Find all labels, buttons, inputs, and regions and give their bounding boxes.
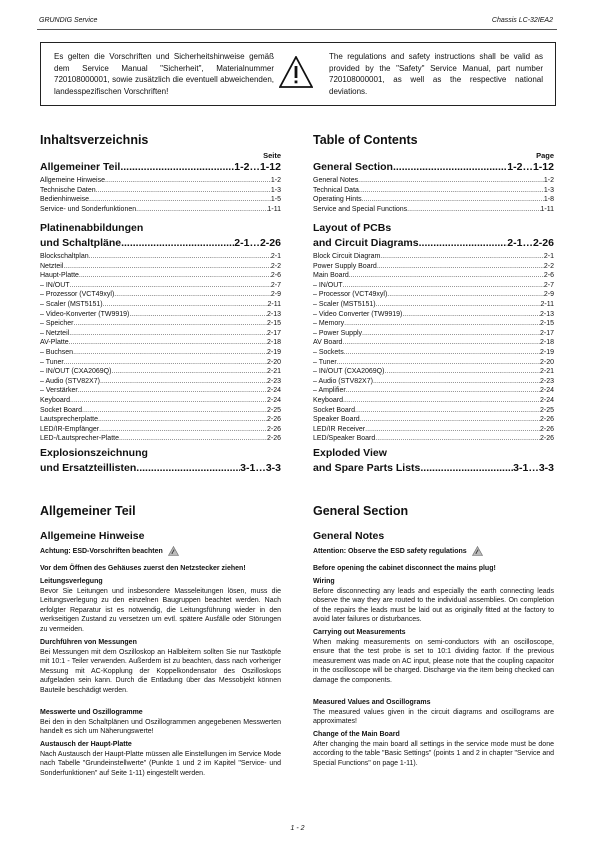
toc-section-2: und Schaltpläne ..... 2-1…2-26 — [40, 237, 281, 249]
toc-entry: – Scaler (MST5151) ..... 2-11 — [313, 300, 554, 309]
toc-entry: – Sockets ..... 2-19 — [313, 348, 554, 357]
mains-warning: Vor dem Öffnen des Gehäuses zuerst den Netzstecker ziehen! — [40, 565, 246, 572]
toc-title: Inhaltsverzeichnis — [40, 133, 149, 147]
header-right: Chassis LC-32IEA2 — [491, 17, 553, 24]
toc-entry: LED-/Lautsprecher-Platte ..... 2-26 — [40, 434, 281, 443]
toc-section-3-line1: Explosionszeichnung — [40, 447, 148, 459]
toc-entry: Technische Daten ..... 1-3 — [40, 186, 281, 195]
header-rule — [37, 29, 557, 30]
toc-entry: – Amplifier ..... 2-24 — [313, 386, 554, 395]
page-column-label: Page — [536, 151, 554, 160]
toc-entry: – Tuner ..... 2-20 — [313, 358, 554, 367]
toc-entry: – Video-Konverter (TW9919) ..... 2-13 — [40, 310, 281, 319]
toc-entry: Power Supply Board ..... 2-2 — [313, 262, 554, 271]
toc-entry: – Power Supply ..... 2-17 — [313, 329, 554, 338]
toc-entry: – Audio (STV82X7) ..... 2-23 — [40, 377, 281, 386]
toc-section-2-line1: Layout of PCBs — [313, 222, 392, 234]
toc-entry: – Verstärker ..... 2-24 — [40, 386, 281, 395]
toc-entry: Speaker Board ..... 2-26 — [313, 415, 554, 424]
paragraph-wiring: Wiring Before disconnecting any leads and especially the earth connecting leads observe the way they are routed to the individual assemblies. On completion of the repairs the leads must be laid out as originally fitted at the factory to avoid later failures or disturbances. — [313, 578, 554, 624]
toc-entry: – Netzteil ..... 2-17 — [40, 329, 281, 338]
notice-english: The regulations and safety instructions shall be valid as provided by the "Safety" Service Manual, part number 720108000001, as well as the respective national deviations. — [329, 52, 543, 96]
toc-section-3: und Ersatzteillisten ..... 3-1…3-3 — [40, 462, 281, 474]
toc-entry: LED/IR Receiver ..... 2-26 — [313, 425, 554, 434]
toc-entry: – Speicher ..... 2-15 — [40, 319, 281, 328]
toc-section-1: General Section ..... 1-2…1-12 — [313, 161, 554, 173]
subsection-title: Allgemeine Hinweise — [40, 530, 145, 542]
toc-entry: Lautsprecherplatte ..... 2-26 — [40, 415, 281, 424]
warning-triangle-icon — [279, 56, 313, 88]
notice-german: Es gelten die Vorschriften und Sicherheitshinweise gemäß dem Service Manual "Sicherheit", Materialnummer 720108000001, sowie zusätzlich die eventuell abweichenden, landesspezifischen Vorschriften! — [54, 52, 274, 96]
toc-section-1: Allgemeiner Teil ..... 1-2…1-12 — [40, 161, 281, 173]
toc-entry: Block Circuit Diagram ..... 2-1 — [313, 252, 554, 261]
toc-entry: AV-Platte ..... 2-18 — [40, 338, 281, 347]
toc-section-2: and Circuit Diagrams ..... 2-1…2-26 — [313, 237, 554, 249]
toc-entry: – Processor (VCT49xyl) ..... 2-9 — [313, 290, 554, 299]
toc-entry: – IN/OUT ..... 2-7 — [40, 281, 281, 290]
paragraph-measurements: Carrying out Measurements When making measurements on semi-conductors with an oscilloscope, ensure that the test probe is set to 10:1 dividing factor. If the previous measurement was made on AC input, please note that the coupling capacitor in the oscilloscope will be charged. Discharge via the item being checked can damage the components. — [313, 629, 554, 684]
toc-entry: – Video Converter (TW9919) ..... 2-13 — [313, 310, 554, 319]
section-title: Allgemeiner Teil — [40, 504, 136, 518]
toc-entry: Service and Special Functions ..... 1-11 — [313, 205, 554, 214]
paragraph-measured-values: Messwerte und Oszillogramme Bei den in den Schaltplänen und Oszillogrammen angegebenen Messwerten handelt es sich um Näherungswerte! — [40, 709, 281, 736]
toc-entry: LED/Speaker Board ..... 2-26 — [313, 434, 554, 443]
paragraph-wiring: Leitungsverlegung Bevor Sie Leitungen und insbesondere Masseleitungen lösen, muss die Leitungsverlegung zu den einzelnen Baugruppen beachtet werden. Nach erfolgter Reparatur ist es notwendig, die Leitungsführung wieder in den werkseitigen Zustand zu versetzen um evtl. spätere Ausfälle oder Störungen zu vermeiden. — [40, 578, 281, 633]
toc-section-2-line1: Platinenabbildungen — [40, 222, 144, 234]
toc-entry: Haupt-Platte ..... 2-6 — [40, 271, 281, 280]
toc-entry: Allgemeine Hinweise ..... 1-2 — [40, 176, 281, 185]
paragraph-main-board: Austausch der Haupt-Platte Nach Austausch der Haupt-Platte müssen alle Einstellungen im Service Mode nach Tabelle "Grundeinstellwerte" (Punkte 1 und 2 im Kapitel "Service- und Sonderfunktionen" auf Seite 1-11) eingestellt werden. — [40, 741, 281, 777]
paragraph-measured-values: Measured Values and Oscillograms The measured values given in the circuit diagrams and oscillograms are approximates! — [313, 699, 554, 726]
toc-entry: LED/IR-Empfänger ..... 2-26 — [40, 425, 281, 434]
paragraph-measurements: Durchführen von Messungen Bei Messungen mit dem Oszilloskop an Halbleitern sollten Sie nur Tastköpfe mit 10:1 - Teiler verwenden. Außerdem ist zu beachten, dass nach vorheriger Messung mit AC-Kopplung der Koppelkondensator des Oszilloskops aufgeladen sein kann. Durch die Entladung über das Messobjekt können Bauteile beschädigt werden. — [40, 639, 281, 694]
toc-entry: Blockschaltplan ..... 2-1 — [40, 252, 281, 261]
toc-entry: Service- und Sonderfunktionen ..... 1-11 — [40, 205, 281, 214]
header-left: GRUNDIG Service — [39, 17, 98, 24]
toc-entry: Technical Data ..... 1-3 — [313, 186, 554, 195]
toc-entry: – Prozessor (VCT49xyl) ..... 2-9 — [40, 290, 281, 299]
section-title: General Section — [313, 504, 409, 518]
toc-entry: – IN/OUT (CXA2069Q) ..... 2-21 — [40, 367, 281, 376]
toc-entry: Operating Hints ..... 1-8 — [313, 195, 554, 204]
toc-german — [40, 133, 281, 473]
toc-entry: – Tuner ..... 2-20 — [40, 358, 281, 367]
toc-entry: Keyboard ..... 2-24 — [40, 396, 281, 405]
toc-entry: Bedienhinweise ..... 1-5 — [40, 195, 281, 204]
esd-icon — [472, 546, 483, 556]
toc-entry: General Notes ..... 1-2 — [313, 176, 554, 185]
page-column-label: Seite — [263, 151, 281, 160]
subsection-title: General Notes — [313, 530, 385, 542]
toc-entry: – IN/OUT (CXA2069Q) ..... 2-21 — [313, 367, 554, 376]
toc-english — [313, 133, 554, 473]
toc-entry: – Buchsen ..... 2-19 — [40, 348, 281, 357]
toc-entry: – IN/OUT ..... 2-7 — [313, 281, 554, 290]
toc-entry: – Scaler (MST5151) ..... 2-11 — [40, 300, 281, 309]
body-english — [313, 504, 554, 804]
toc-entry: AV Board ..... 2-18 — [313, 338, 554, 347]
esd-icon — [168, 546, 179, 556]
toc-entry: Netzteil ..... 2-2 — [40, 262, 281, 271]
body-german — [40, 504, 281, 804]
paragraph-main-board: Change of the Main Board After changing the main board all settings in the service mode must be done according to the table "Basic Settings" (points 1 and 2 in chapter "Service and Special Functions" on page 1-11). — [313, 731, 554, 767]
toc-section-3-line1: Exploded View — [313, 447, 387, 459]
toc-title: Table of Contents — [313, 133, 418, 147]
toc-entry: – Memory ..... 2-15 — [313, 319, 554, 328]
toc-entry: Main Board ..... 2-6 — [313, 271, 554, 280]
esd-warning: Achtung: ESD-Vorschriften beachten — [40, 546, 281, 556]
toc-entry: Socket Board ..... 2-25 — [313, 406, 554, 415]
toc-section-3: and Spare Parts Lists ..... 3-1…3-3 — [313, 462, 554, 474]
toc-entry: Keyboard ..... 2-24 — [313, 396, 554, 405]
esd-warning: Attention: Observe the ESD safety regulations — [313, 546, 554, 556]
mains-warning: Before opening the cabinet disconnect the mains plug! — [313, 565, 496, 572]
safety-notice-box — [40, 42, 556, 106]
page-number: 1 - 2 — [290, 825, 305, 832]
toc-entry: Socket Board ..... 2-25 — [40, 406, 281, 415]
toc-entry: – Audio (STV82X7) ..... 2-23 — [313, 377, 554, 386]
